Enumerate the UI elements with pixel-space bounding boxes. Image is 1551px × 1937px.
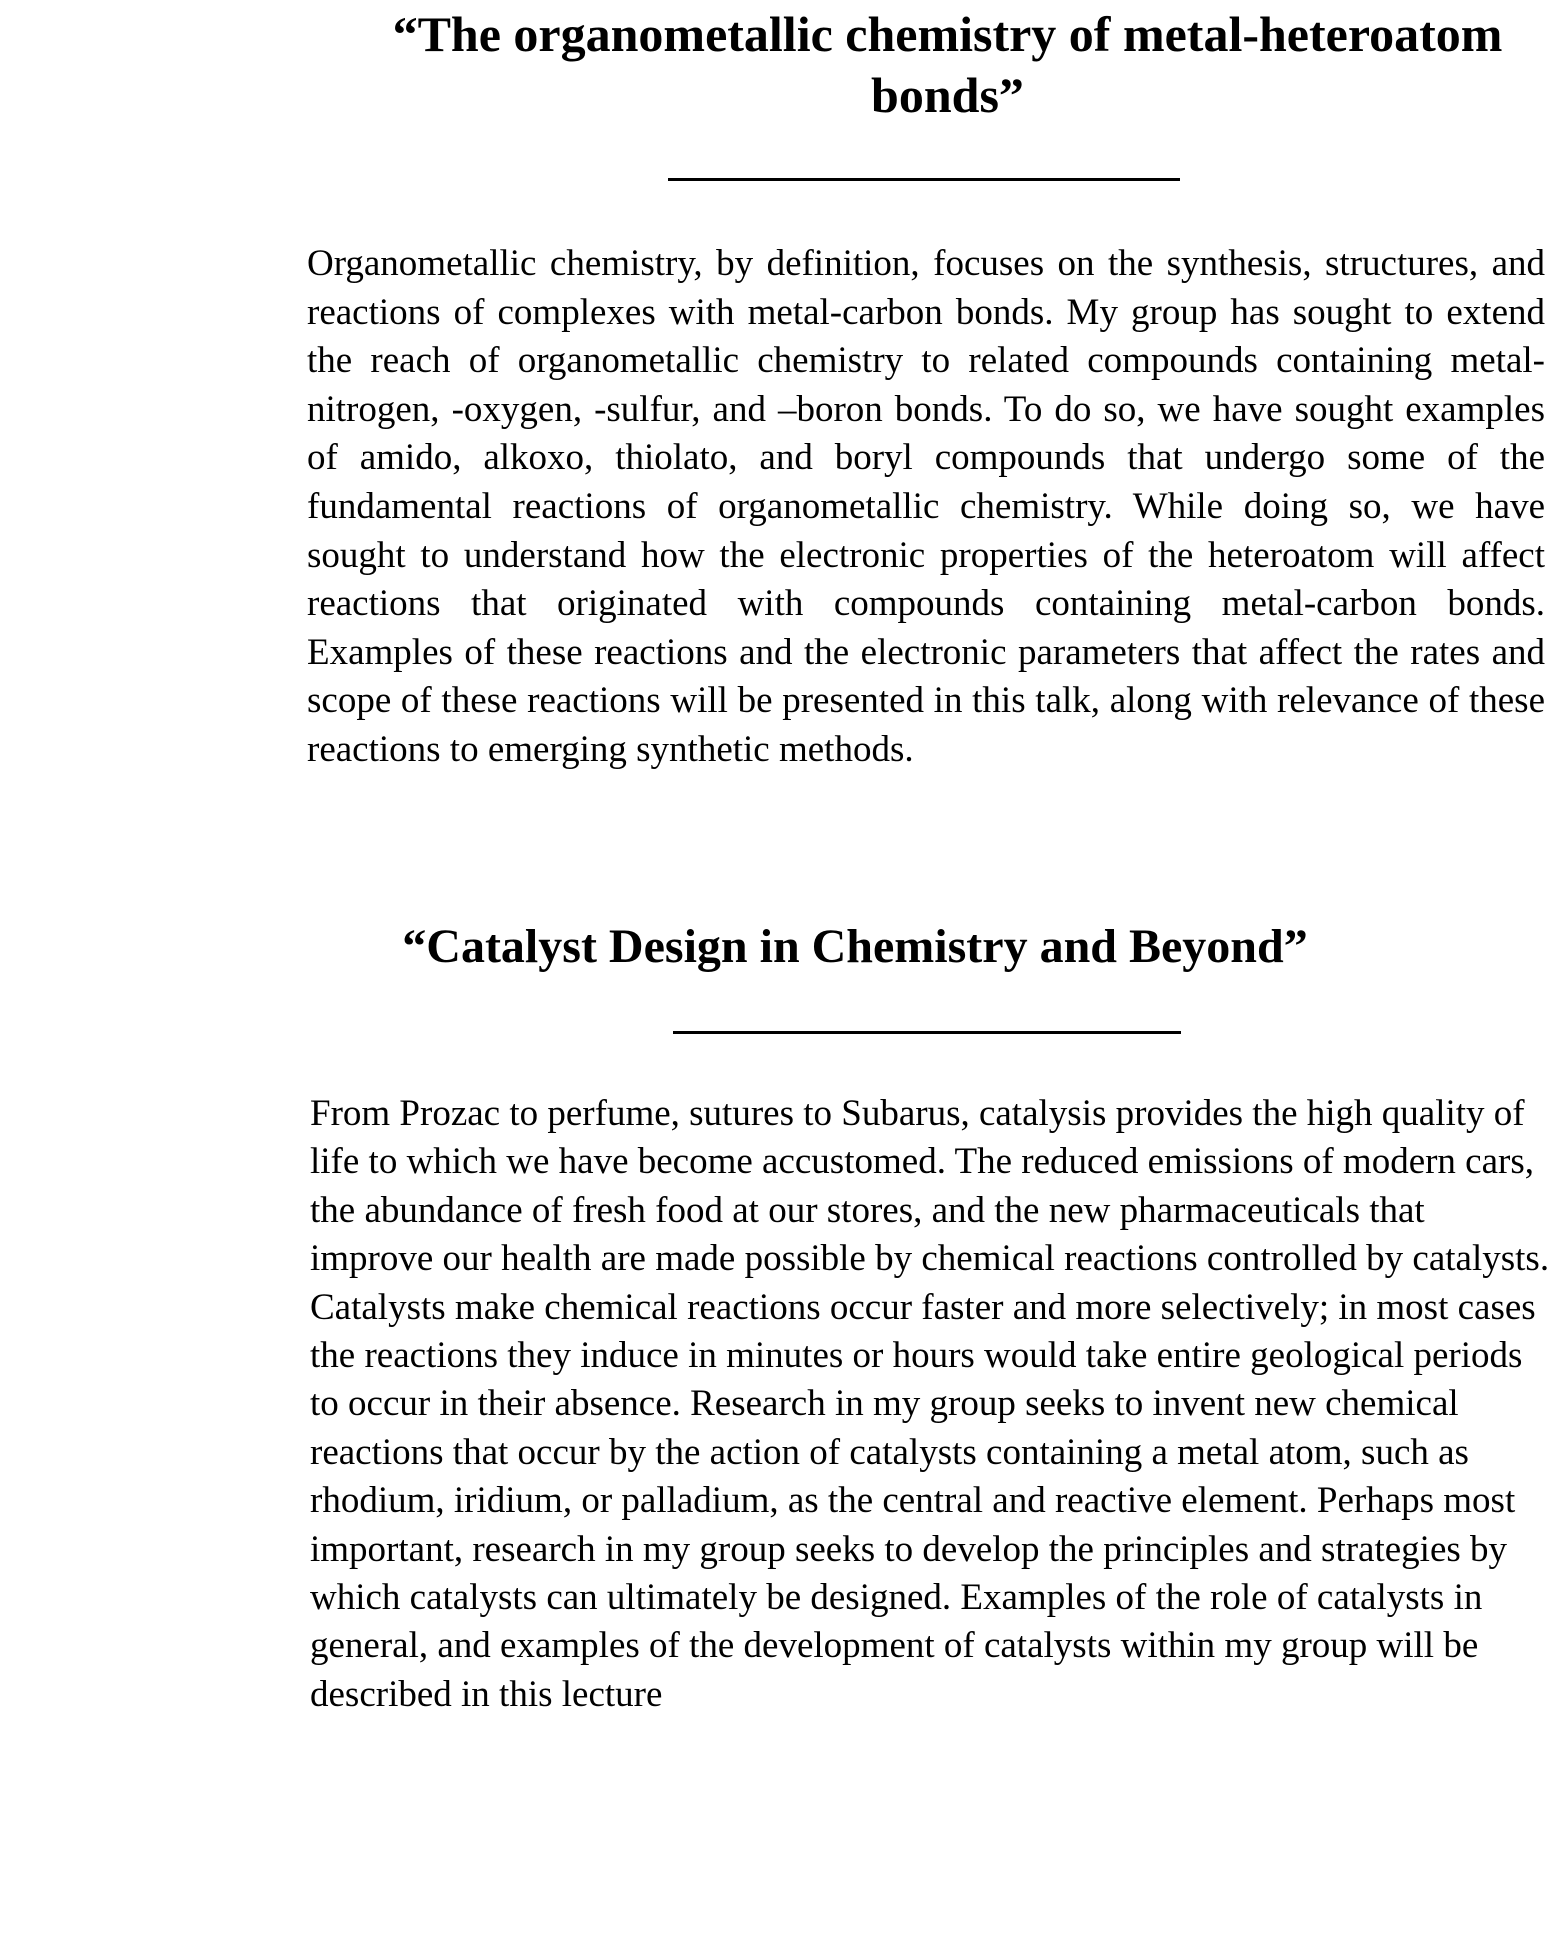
section-1-abstract: Organometallic chemistry, by definition, focuses on the synthesis, structures, and reactions of complexes with metal-carbon bonds. My group has sought to extend the reach of organometallic chemistry to related compounds containing metal-nitrogen, -oxygen, -sulfur, and –boron bonds. To do so, we have sought examples of amido, alkoxo, thiolato, and boryl compounds that undergo some of the fundamental reactions of organometallic chemistry. While doing so, we have sought to understand how the electronic properties of the heteroatom will affect reactions that originated with compounds containing metal-carbon bonds. Examples of these reactions and the electronic parameters that affect the rates and scope of these reactions will be presented in this talk, along with relevance of these reactions to emerging synthetic methods. [307, 243, 1545, 770]
section-2-divider [673, 1031, 1181, 1034]
section-1-divider [668, 178, 1180, 181]
section-2-title: “Catalyst Design in Chemistry and Beyond” [402, 920, 1308, 973]
section-2-abstract: From Prozac to perfume, sutures to Subarus, catalysis provides the high quality of life to which we have become accustomed. The reduced emissions of modern cars, the abundance of fresh food at our stores, and the new pharmaceuticals that improve our health are made possible by chemical reactions controlled by catalysts. Catalysts make chemical reactions occur faster and more selectively; in most cases the reactions they induce in minutes or hours would take entire geological periods to occur in their absence. Research in my group seeks to invent new chemical reactions that occur by the action of catalysts containing a metal atom, such as rhodium, iridium, or palladium, as the central and reactive element. Perhaps most important, research in my group seeks to develop the principles and strategies by which catalysts can ultimately be designed. Examples of the role of catalysts in general, and examples of the development of catalysts within my group will be described in this lecture [310, 1093, 1550, 1715]
section-1-title: “The organometallic chemistry of metal-heteroatom bonds” [392, 6, 1503, 123]
